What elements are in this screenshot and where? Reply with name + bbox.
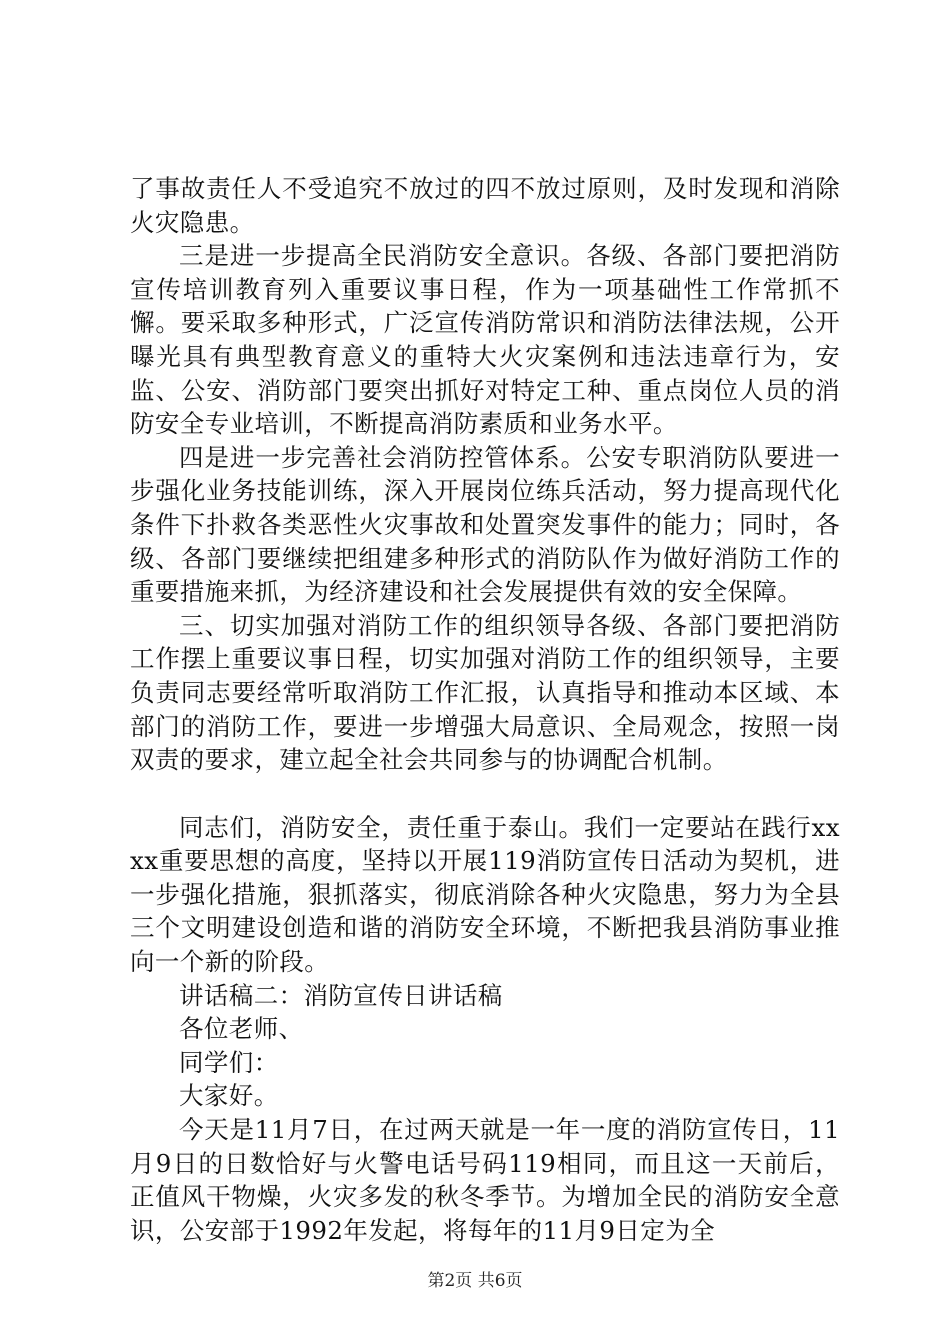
greeting-hello: 大家好。 [179, 1081, 279, 1111]
paragraph-closing: 同志们，消防安全，责任重于泰山。我们一定要站在践行xxxx重要思想的高度，坚持以开展119消防宣传日活动为契机，进一步强化措施，狠抓落实，彻底消除各种火灾隐患，努力为全县三个文明建设创造和谐的消防安全环境，不断把我县消防事业推向一个新的阶段。 [130, 812, 840, 977]
page-number-footer: 第2页 共6页 [427, 1271, 523, 1291]
greeting-teachers: 各位老师、 [179, 1014, 304, 1044]
paragraph-spacer [130, 777, 840, 811]
paragraph-section-three: 三、切实加强对消防工作的组织领导各级、各部门要把消防工作摆上重要议事日程，切实加强对消防工作的组织领导，主要负责同志要经常听取消防工作汇报，认真指导和推动本区域、本部门的消防工作，要进一步增强大局意识、全局观念，按照一岗双责的要求，建立起全社会共同参与的协调配合机制。 [130, 610, 840, 775]
document-body [130, 172, 840, 1247]
paragraph-point-three: 三是进一步提高全民消防安全意识。各级、各部门要把消防宣传培训教育列入重要议事日程，作为一项基础性工作常抓不懈。要采取多种形式，广泛宣传消防常识和消防法律法规，公开曝光具有典型教育意义的重特大火灾案例和违法违章行为，安监、公安、消防部门要突出抓好对特定工种、重点岗位人员的消防安全专业培训，不断提高消防素质和业务水平。 [130, 241, 840, 439]
paragraph-continued: 了事故责任人不受追究不放过的四不放过原则，及时发现和消除火灾隐患。 [130, 174, 840, 237]
speech-two-title: 讲话稿二：消防宣传日讲话稿 [179, 980, 503, 1010]
paragraph-fire-day-intro: 今天是11月7日，在过两天就是一年一度的消防宣传日，11月9日的日数恰好与火警电话号码119相同，而且这一天前后，正值风干物燥，火灾多发的秋冬季节。为增加全民的消防安全意识，公安部于1992年发起，将每年的11月9日定为全 [130, 1115, 840, 1245]
greeting-students: 同学们： [179, 1047, 279, 1077]
paragraph-point-four: 四是进一步完善社会消防控管体系。公安专职消防队要进一步强化业务技能训练，深入开展岗位练兵活动，努力提高现代化条件下扑救各类恶性火灾事故和处置突发事件的能力；同时，各级、各部门要继续把组建多种形式的消防队作为做好消防工作的重要措施来抓，为经济建设和社会发展提供有效的安全保障。 [130, 442, 840, 607]
